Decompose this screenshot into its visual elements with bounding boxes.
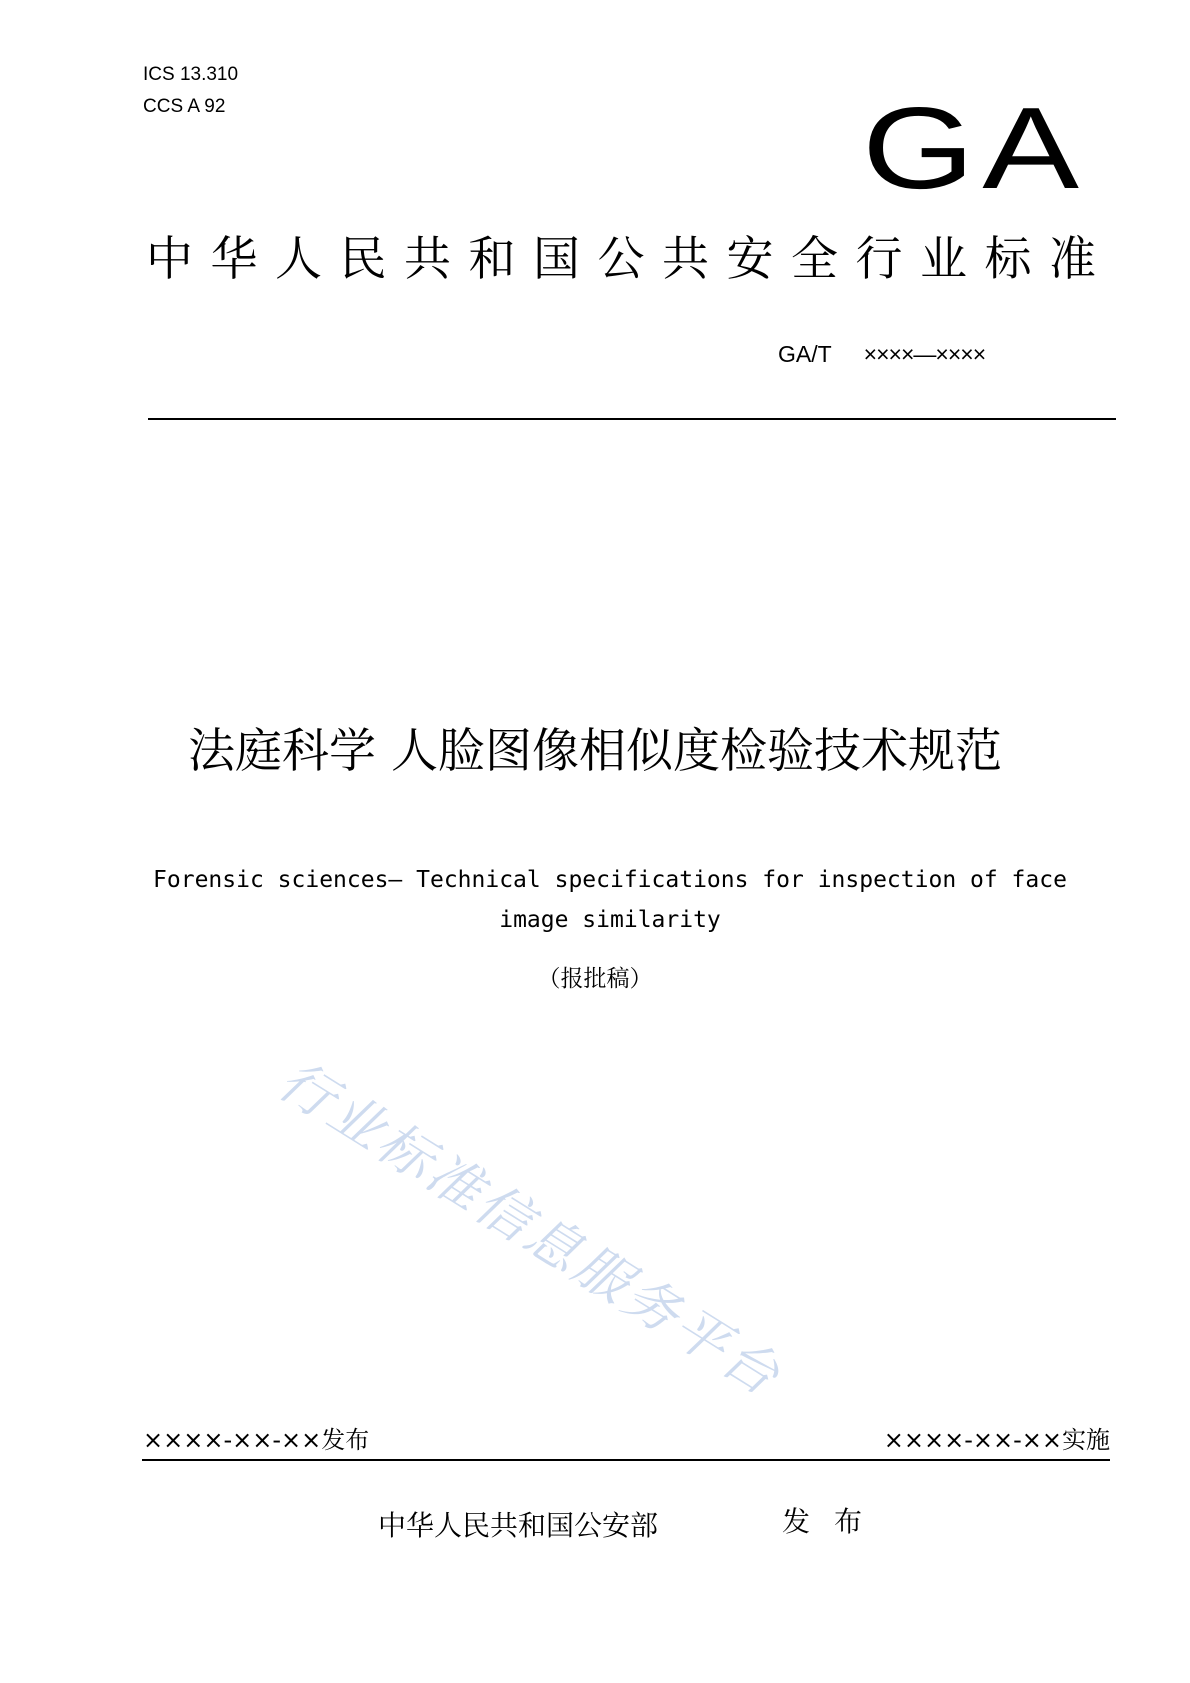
standard-number-value: ××××—××××	[863, 341, 986, 367]
issue-word: 发布	[782, 1505, 887, 1538]
standard-number	[778, 340, 985, 368]
draft-status: （报批稿）	[537, 966, 653, 992]
document-title-cn: 法庭科学 人脸图像相似度检验技术规范	[188, 724, 1002, 779]
bottom-divider	[142, 1459, 1110, 1461]
top-divider	[148, 418, 1116, 420]
ccs-code: CCS A 92	[143, 96, 226, 117]
standard-category-title: 中华人民共和国公共安全行业标准	[146, 232, 1114, 287]
effective-date: ××××-××-××实施	[883, 1426, 1110, 1454]
ics-code: ICS 13.310	[143, 64, 239, 85]
issuer-name: 中华人民共和国公安部	[378, 1509, 659, 1542]
watermark: 行业标准信息服务平台	[267, 1048, 793, 1410]
document-title-en: Forensic sciences— Technical specifications for inspection of face image similarity	[153, 867, 1067, 933]
release-date: ××××-××-××发布	[143, 1426, 370, 1454]
standard-number-prefix: GA/T	[778, 341, 832, 367]
ga-logo: GA	[862, 83, 1087, 213]
